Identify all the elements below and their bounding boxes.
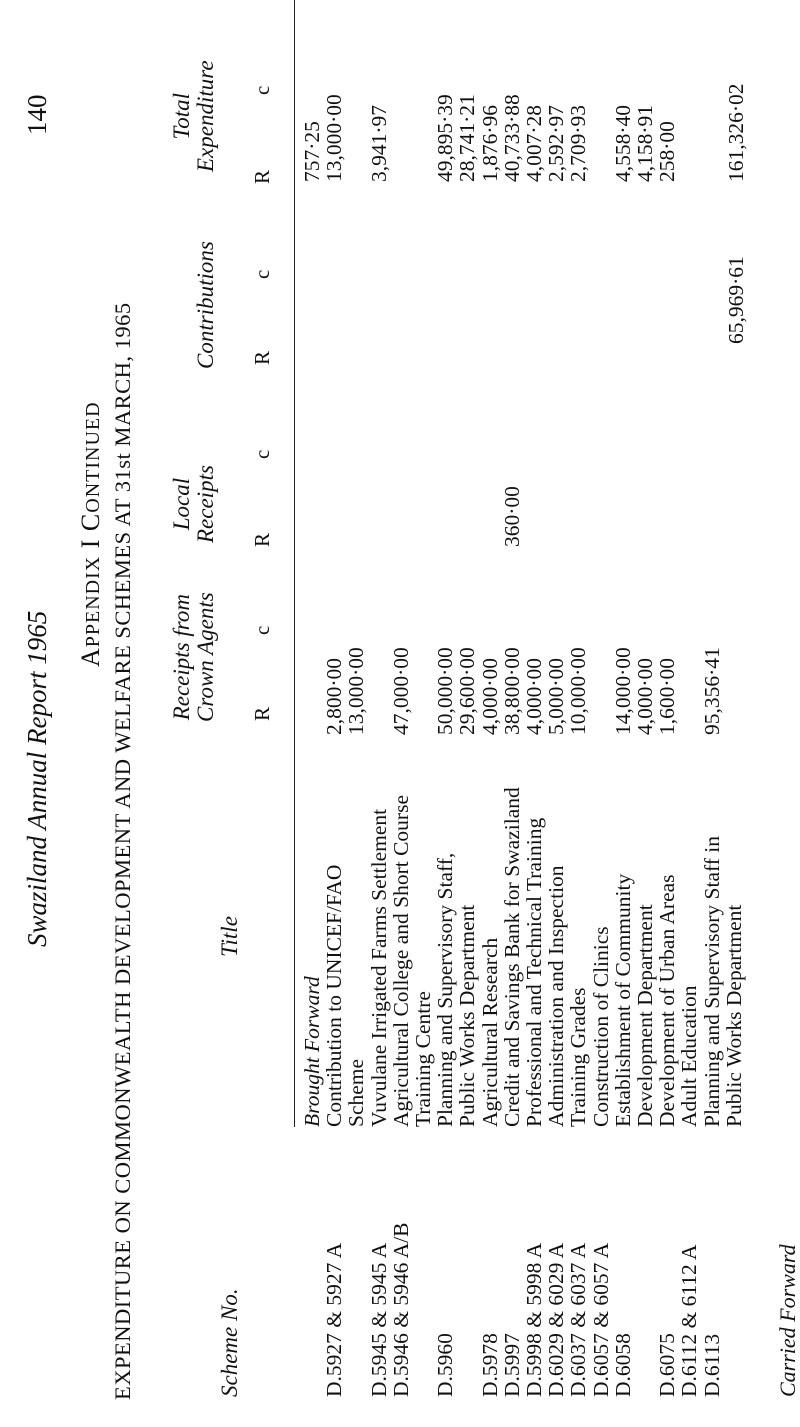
total-expenditure-cell: 258·00	[655, 121, 680, 182]
crown-agents-cell: 47,000·00	[388, 647, 413, 735]
crown-c-label: c	[250, 625, 274, 635]
scheme-no-cell: D.5946 & 5946 A/B	[388, 1222, 413, 1397]
title-cell: Planning and Supervisory Staff,	[433, 852, 458, 1127]
table-row	[722, 0, 749, 1427]
title-cell: Administration and Inspection	[544, 865, 569, 1127]
title-cell: Training Grades	[566, 987, 591, 1127]
contrib-r-label: R	[250, 350, 274, 365]
total-expenditure-cell: 40,733·88	[499, 94, 524, 182]
scheme-no-cell: D.6075	[655, 1333, 680, 1397]
header-title: Title	[217, 916, 242, 957]
scheme-no-cell: D.6112 & 6112 A	[677, 1244, 702, 1397]
header-scheme-no: Scheme No.	[217, 1288, 242, 1397]
total-expenditure-cell: 4,158·91	[633, 104, 657, 182]
title-cell: Training Centre	[411, 991, 435, 1127]
header-rule	[294, 0, 295, 1127]
scheme-no-cell: D.5960	[433, 1333, 458, 1397]
scheme-no-cell: D.5997	[499, 1333, 524, 1397]
carried-forward: Carried Forward	[775, 1244, 800, 1397]
scheme-no-cell: D.6058	[610, 1333, 635, 1397]
header-total-expenditure: Total Expenditure	[169, 60, 218, 172]
page-number: 140	[22, 94, 52, 135]
scheme-no-cell: D.5945 & 5945 A	[366, 1242, 391, 1397]
crown-agents-cell: 14,000·00	[610, 647, 635, 735]
contrib-c-label: c	[250, 269, 274, 279]
total-expenditure-cell: 4,558·40	[610, 104, 635, 182]
title-cell: Public Works Department	[721, 904, 746, 1127]
crown-agents-cell: 4,000·00	[522, 657, 546, 735]
crown-agents-cell: 10,000·00	[566, 647, 591, 735]
crown-agents-cell: 95,356·41	[699, 647, 724, 735]
scheme-no-cell: D.5998 & 5998 A	[522, 1242, 546, 1397]
title-cell: Public Works Department	[455, 904, 480, 1127]
running-head: Swaziland Annual Report 1965	[22, 610, 52, 947]
total-expenditure-cell: 2,709·93	[566, 104, 591, 182]
title-cell: Adult Education	[677, 985, 702, 1127]
total-expenditure-cell: 13,000·00	[322, 94, 347, 182]
crown-agents-cell: 4,000·00	[633, 657, 657, 735]
total-contributions: 65,969·61	[724, 256, 748, 344]
crown-agents-cell: 50,000·00	[433, 647, 458, 735]
table-title: EXPENDITURE ON COMMONWEALTH DEVELOPMENT AND WELFARE SCHEMES AT 31st MARCH, 1965	[110, 302, 135, 1400]
title-cell: Credit and Savings Bank for Swaziland	[499, 787, 524, 1127]
local-c-label: c	[250, 449, 274, 459]
total-r-label: R	[250, 169, 274, 184]
title-cell: Brought Forward	[300, 976, 324, 1127]
title-cell: Development Department	[633, 904, 657, 1127]
total-expenditure-cell: 757·25	[300, 121, 324, 182]
crown-agents-cell: 1,600·00	[655, 657, 680, 735]
scheme-no-cell: D.6029 & 6029 A	[544, 1242, 569, 1397]
header-local-receipts: Local Receipts	[169, 465, 218, 543]
title-cell: Development of Urban Areas	[655, 874, 680, 1127]
header-crown-agents: Receipts from Crown Agents	[169, 592, 218, 722]
crown-agents-cell: 29,600·00	[455, 647, 480, 735]
crown-r-label: R	[250, 706, 274, 721]
crown-agents-cell: 5,000·00	[544, 657, 569, 735]
crown-agents-cell: 13,000·00	[344, 647, 369, 735]
title-cell: Agricultural Research	[477, 937, 502, 1127]
total-expenditure-cell: 28,741·21	[455, 94, 480, 182]
total-expenditure-cell: 49,895·39	[433, 94, 458, 182]
title-cell: Agricultural College and Short Course	[388, 795, 413, 1127]
title-cell: Planning and Supervisory Staff in	[699, 835, 724, 1127]
crown-agents-cell: 4,000·00	[477, 657, 502, 735]
scheme-no-cell: D.6113	[699, 1333, 724, 1397]
appendix-title: APPENDIX I CONTINUED	[76, 401, 105, 667]
total-expenditure-cell: 2,592·97	[544, 104, 569, 182]
title-cell: Establishment of Community	[610, 873, 635, 1127]
crown-agents-cell: 38,800·00	[499, 647, 524, 735]
crown-agents-cell: 2,800·00	[322, 657, 347, 735]
scheme-no-cell: D.5978	[477, 1333, 502, 1397]
total-c-label: c	[250, 85, 274, 95]
local-r-label: R	[250, 532, 274, 547]
scheme-no-cell: D.6037 & 6037 A	[566, 1242, 591, 1397]
header-contributions: Contributions	[193, 241, 218, 369]
total-expenditure: 161,326·02	[724, 83, 748, 182]
title-cell: Construction of Clinics	[588, 926, 613, 1127]
scheme-no-cell: D.5927 & 5927 A	[322, 1242, 347, 1397]
title-cell: Contribution to UNICEF/FAO	[322, 864, 347, 1127]
title-cell: Vuvulane Irrigated Farms Settlement	[366, 808, 391, 1127]
scheme-no-cell: D.6057 & 6057 A	[588, 1242, 613, 1397]
total-expenditure-cell: 3,941·97	[366, 104, 391, 182]
total-expenditure-cell: 4,007·28	[522, 104, 546, 182]
title-cell: Scheme	[344, 1058, 369, 1127]
title-cell: Professional and Technical Training	[522, 817, 546, 1127]
total-expenditure-cell: 1,876·96	[477, 104, 502, 182]
local-receipts-cell: 360·00	[499, 486, 524, 547]
